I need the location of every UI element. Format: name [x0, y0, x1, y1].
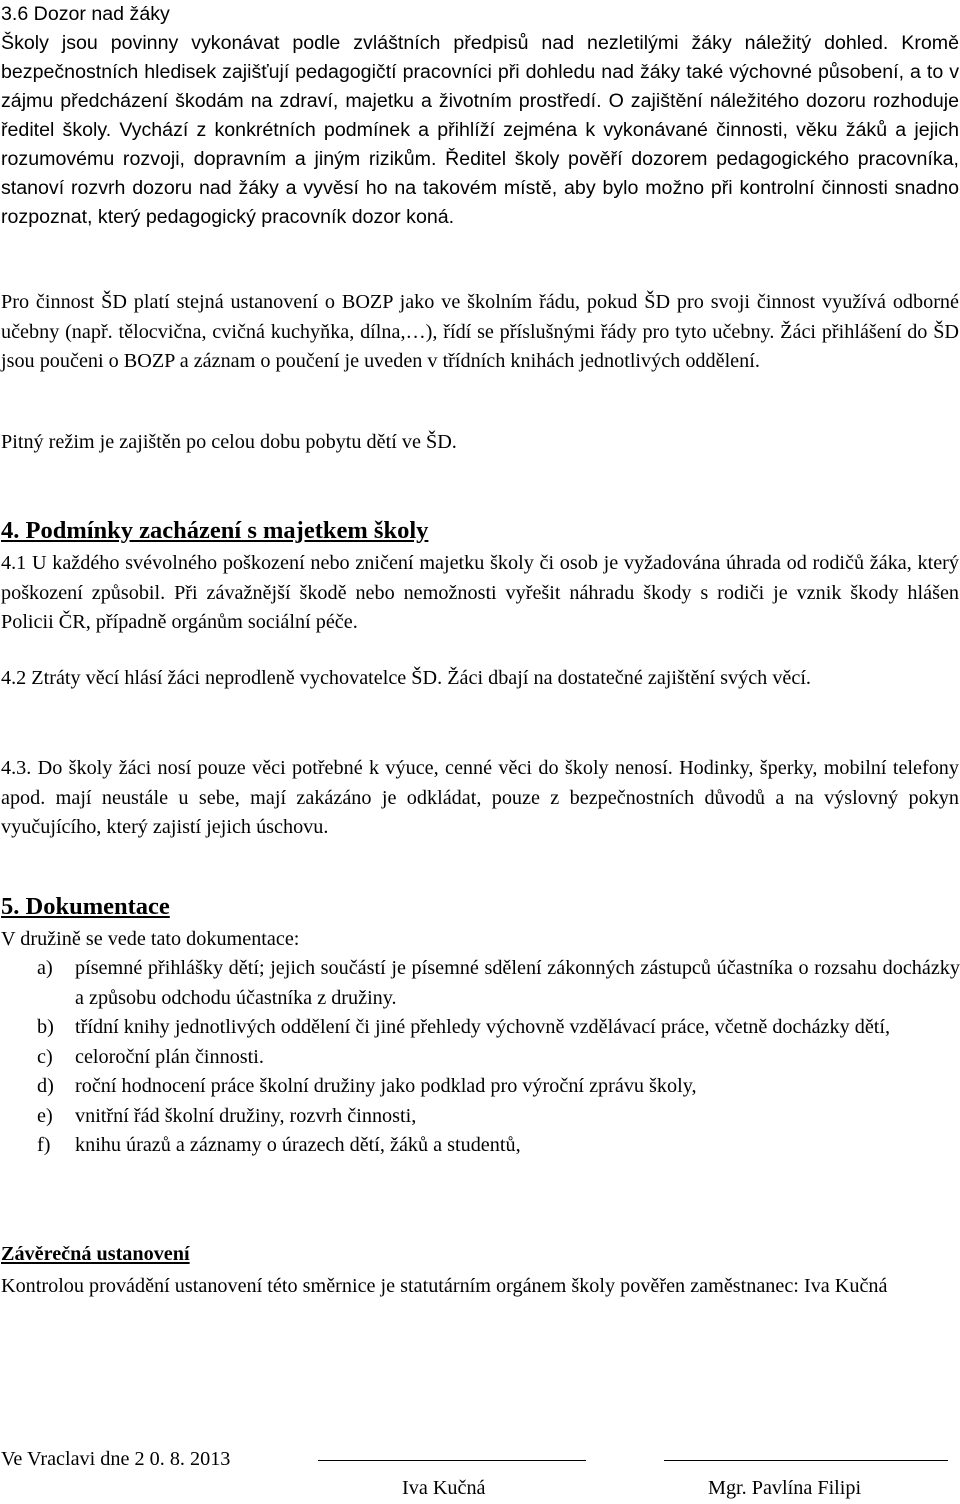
- paragraph-4-2: 4.2 Ztráty věcí hlásí žáci neprodleně vychovatelce ŠD. Žáci dbají na dostatečné zajištění svých věcí.: [1, 667, 811, 689]
- signer-name-2: Mgr. Pavlína Filipi: [708, 1477, 862, 1499]
- paragraph-supervision: Školy jsou povinny vykonávat podle zvláštních předpisů nad nezletilými žáky náležitý dohled. Kromě bezpečnostních hledisek zajišťují pedagogičtí pracovníci při dohledu nad žáky také výchovné působení, a to v zájmu předcházení škodám na zdraví, majetku a životním prostředí. O zajištění náležitého dozoru rozhoduje ředitel školy. Vychází z konkrétních podmínek a přihlíží zejména k vykonávané činnosti, věku žáků a jejich rozumovému rozvoji, dopravním a jiným rizikům. Ředitel školy pověří dozorem pedagogického pracovníka, stanoví rozvrh dozoru nad žáky a vyvěsí ho na takovém místě, aby bylo možno při kontrolní činnosti snadno rozpoznat, který pedagogický pracovník dozor koná.: [1, 32, 959, 228]
- list-item-text: písemné přihlášky dětí; jejich součástí je písemné sdělení zákonných zástupců účastníka o rozsahu docházky a způsobu odchodu účastníka z družiny.: [75, 957, 960, 1009]
- list-item: [0, 1013, 960, 1043]
- list-item-text: celoroční plán činnosti.: [75, 1045, 264, 1068]
- section-heading-5: 5. Dokumentace: [1, 893, 170, 920]
- list-marker: a): [37, 957, 53, 979]
- list-marker: e): [37, 1104, 53, 1127]
- list-item: [0, 1043, 960, 1073]
- signature-line-2: [664, 1460, 948, 1461]
- list-item: [0, 1072, 960, 1102]
- paragraph-4-1: 4.1 U každého svévolného poškození nebo zničení majetku školy či osob je vyžadována úhrada od rodičů žáka, který poškození způsobil. Při závažnější škodě nebo nemožnosti vyřešit náhradu škody s rodiči je vznik škody hlášen Policii ČR, případně orgánům sociální péče.: [1, 552, 959, 633]
- final-provisions-heading: Závěrečná ustanovení: [1, 1243, 190, 1265]
- signer-name-1: Iva Kučná: [402, 1477, 486, 1499]
- paragraph-drinking: Pitný režim je zajištěn po celou dobu pobytu dětí ve ŠD.: [1, 431, 457, 453]
- list-item-text: vnitřní řád školní družiny, rozvrh činnosti,: [75, 1104, 417, 1127]
- list-item-text: třídní knihy jednotlivých oddělení či jiné přehledy výchovně vzdělávací práce, včetně docházky dětí,: [75, 1016, 891, 1038]
- paragraph-4-3: 4.3. Do školy žáci nosí pouze věci potřebné k výuce, cenné věci do školy nenosí. Hodinky, šperky, mobilní telefony apod. mají neustále u sebe, mají zakázáno je odkládat, pouze z bezpečnostních důvodů a na výslovný pokyn vyučujícího, který zajistí jejich úschovu.: [1, 757, 959, 838]
- paragraph-bozp: Pro činnost ŠD platí stejná ustanovení o BOZP jako ve školním řádu, pokud ŠD pro svoji činnost využívá odborné učebny (např. tělocvična, cvičná kuchyňka, dílna,…), řídí se příslušnými řády pro tyto učebny. Žáci přihlášení do ŠD jsou poučeni o BOZP a záznam o poučení je uveden v třídních knihách jednotlivých oddělení.: [1, 291, 959, 372]
- final-provisions-text: Kontrolou provádění ustanovení této směrnice je statutárním orgánem školy pověřen zaměstnanec: Iva Kučná: [1, 1275, 888, 1297]
- documentation-list: [0, 954, 960, 1161]
- list-marker: d): [37, 1075, 54, 1097]
- list-marker: b): [37, 1016, 54, 1038]
- list-item-text: knihu úrazů a záznamy o úrazech dětí, žáků a studentů,: [75, 1134, 521, 1156]
- section-heading-4: 4. Podmínky zacházení s majetkem školy: [1, 517, 429, 544]
- place-date: Ve Vraclavi dne 2 0. 8. 2013: [1, 1448, 231, 1470]
- list-item-text: roční hodnocení práce školní družiny jako podklad pro výroční zprávu školy,: [75, 1075, 697, 1097]
- list-item: [0, 1102, 960, 1132]
- section-heading-3-6: 3.6 Dozor nad žáky: [1, 3, 170, 25]
- documentation-intro: V družině se vede tato dokumentace:: [1, 928, 300, 950]
- list-item: [0, 1131, 960, 1161]
- signature-line-1: [318, 1460, 586, 1461]
- list-marker: c): [37, 1045, 53, 1068]
- list-item: [0, 954, 960, 1013]
- list-marker: f): [37, 1134, 51, 1156]
